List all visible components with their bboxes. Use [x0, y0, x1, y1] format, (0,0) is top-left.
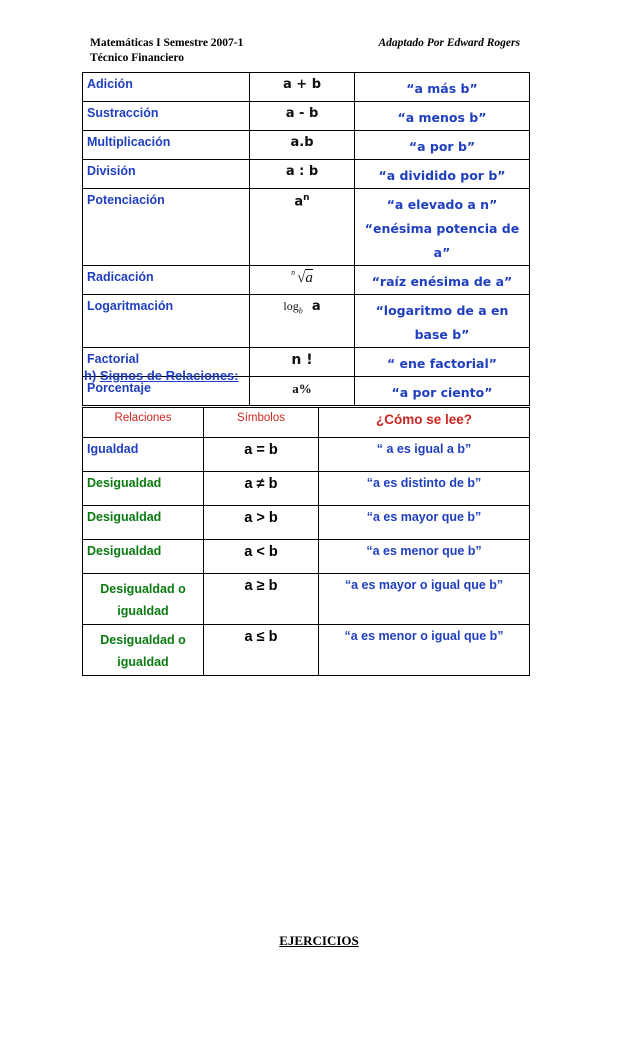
- table-row: [83, 189, 530, 266]
- relation-symbol: a ≤ b: [204, 625, 319, 676]
- header-author: Adaptado Por Edward Rogers: [378, 37, 520, 49]
- table-row: [83, 295, 530, 348]
- radical-index: n: [291, 268, 296, 277]
- relation-name-line2: igualdad: [117, 604, 169, 618]
- relation-name: [83, 574, 204, 625]
- operation-symbol: n !: [250, 348, 355, 377]
- operation-name: Factorial: [83, 348, 250, 377]
- table-row: [83, 160, 530, 189]
- relation-symbol: a < b: [204, 540, 319, 574]
- column-header-simbolos: Símbolos: [204, 408, 319, 438]
- operation-symbol: a%: [250, 377, 355, 406]
- relations-table: [82, 407, 530, 676]
- operations-table: [82, 72, 530, 406]
- log-word: log: [283, 299, 299, 313]
- table-row: [83, 73, 530, 102]
- log-argument: a: [311, 299, 321, 314]
- operation-reading: “a por ciento”: [355, 377, 530, 406]
- operation-name: División: [83, 160, 250, 189]
- operation-reading: “a por b”: [355, 131, 530, 160]
- operation-symbol: a.b: [250, 131, 355, 160]
- operation-name: Sustracción: [83, 102, 250, 131]
- relation-reading: “a es mayor que b”: [319, 506, 530, 540]
- operation-symbol: a - b: [250, 102, 355, 131]
- page-header: [90, 36, 520, 66]
- table-row: [83, 131, 530, 160]
- operation-name: Porcentaje: [83, 377, 250, 406]
- section-prefix: h): [84, 368, 97, 383]
- relation-symbol: a > b: [204, 506, 319, 540]
- table-row: [83, 506, 530, 540]
- column-header-relaciones: Relaciones: [83, 408, 204, 438]
- exercises-heading: [0, 932, 638, 950]
- relation-name-line1: Desigualdad o: [100, 633, 186, 647]
- radical-base: a: [305, 270, 313, 286]
- relation-reading: “a es mayor o igual que b”: [319, 574, 530, 625]
- relation-name: [83, 625, 204, 676]
- section-heading: [84, 368, 239, 383]
- relation-name-line2: igualdad: [117, 655, 169, 669]
- operation-reading: “a menos b”: [355, 102, 530, 131]
- log-base: b: [298, 306, 303, 316]
- exercises-title: EJERCICIOS: [279, 933, 359, 948]
- relation-symbol: a ≥ b: [204, 574, 319, 625]
- power-base: a: [294, 194, 304, 210]
- relation-symbol: a = b: [204, 438, 319, 472]
- table-header-row: [83, 408, 530, 438]
- radical-sign: √: [297, 270, 306, 286]
- operation-name: Potenciación: [83, 189, 250, 266]
- operation-symbol: [250, 266, 355, 295]
- column-header-como-se-lee: ¿Cómo se lee?: [319, 408, 530, 438]
- operation-reading-line1: “a elevado a n”: [386, 197, 498, 212]
- table-row: [83, 540, 530, 574]
- table-row: [83, 574, 530, 625]
- table-row: [83, 438, 530, 472]
- operation-name: Logaritmación: [83, 295, 250, 348]
- relation-name: Igualdad: [83, 438, 204, 472]
- operation-reading: “raíz enésima de a”: [355, 266, 530, 295]
- relation-reading: “a es menor o igual que b”: [319, 625, 530, 676]
- relation-symbol: a ≠ b: [204, 472, 319, 506]
- operation-reading: “logaritmo de a en base b”: [355, 295, 530, 348]
- operation-name: Adición: [83, 73, 250, 102]
- power-exponent: n: [303, 193, 310, 203]
- table-row: [83, 266, 530, 295]
- header-program: Técnico Financiero: [90, 52, 185, 64]
- operation-symbol: a : b: [250, 160, 355, 189]
- relation-name-line1: Desigualdad o: [100, 582, 186, 596]
- operation-symbol: a + b: [250, 73, 355, 102]
- operation-reading: [355, 189, 530, 266]
- relation-name: Desigualdad: [83, 506, 204, 540]
- operation-symbol: [250, 189, 355, 266]
- table-row: [83, 625, 530, 676]
- operation-name: Radicación: [83, 266, 250, 295]
- relation-reading: “a es distinto de b”: [319, 472, 530, 506]
- operation-reading: “a más b”: [355, 73, 530, 102]
- relation-reading: “ a es igual a b”: [319, 438, 530, 472]
- operation-reading: “a dividido por b”: [355, 160, 530, 189]
- relation-reading: “a es menor que b”: [319, 540, 530, 574]
- section-title: Signos de Relaciones:: [99, 368, 239, 383]
- table-row: [83, 102, 530, 131]
- operation-symbol: [250, 295, 355, 348]
- operation-reading: “ ene factorial”: [355, 348, 530, 377]
- relation-name: Desigualdad: [83, 472, 204, 506]
- operation-reading-line2: “enésima potencia de a”: [364, 221, 520, 260]
- header-course: Matemáticas I Semestre 2007-1: [90, 37, 244, 49]
- relation-name: Desigualdad: [83, 540, 204, 574]
- table-row: [83, 472, 530, 506]
- operation-name: Multiplicación: [83, 131, 250, 160]
